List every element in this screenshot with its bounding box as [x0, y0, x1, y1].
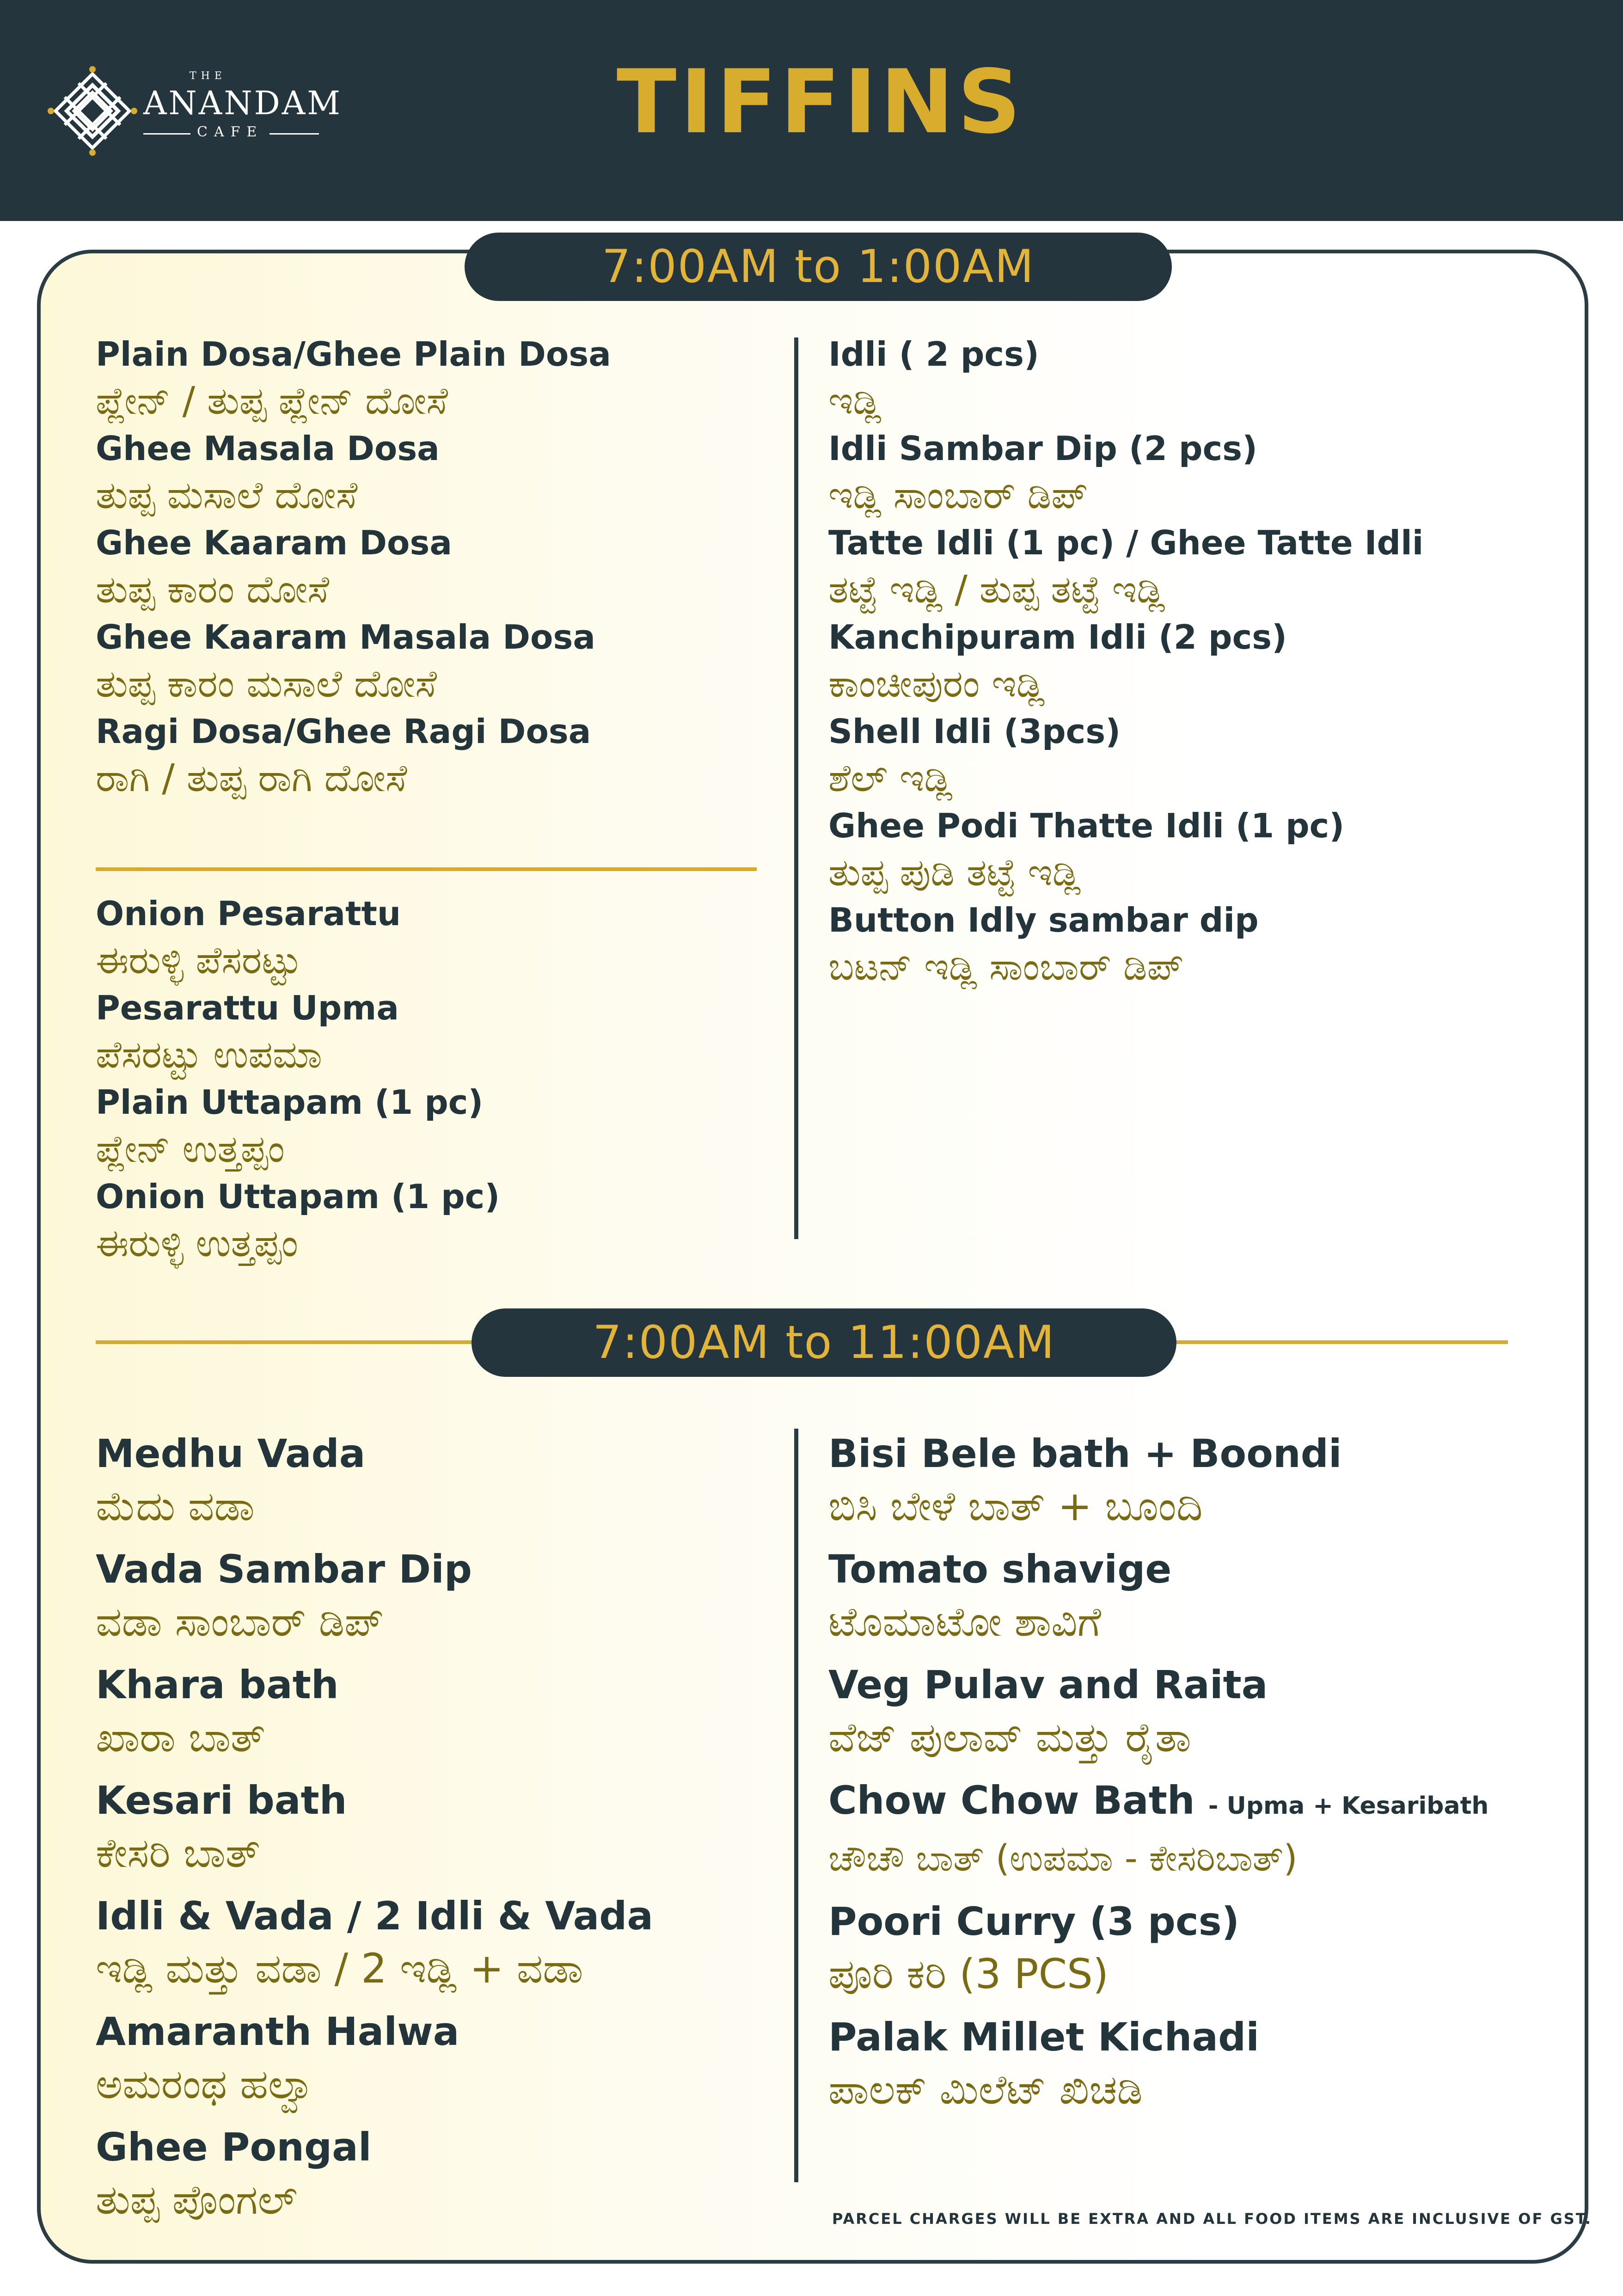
item-name-en: Ghee Pongal	[96, 2124, 372, 2170]
menu-item	[828, 333, 1423, 427]
item-name-kn: ತುಪ್ಪ ಮಸಾಲೆ ದೋಸೆ	[96, 473, 358, 517]
page-title: TIFFINS	[616, 51, 1025, 153]
item-name-en: Idli ( 2 pcs)	[828, 335, 1039, 374]
item-subtitle: - Upma + Kesaribath	[1208, 1792, 1489, 1820]
section2-right-column	[828, 1429, 1488, 2118]
item-name-en: Ghee Podi Thatte Idli (1 pc)	[828, 806, 1345, 845]
menu-item	[828, 522, 1423, 616]
menu-item	[96, 1660, 653, 1765]
menu-item	[96, 2007, 653, 2112]
menu-item	[96, 616, 611, 710]
item-name-en: Ghee Kaaram Dosa	[96, 523, 452, 562]
menu-item	[96, 892, 500, 987]
logo-the: THE	[190, 70, 227, 82]
item-name-kn: ವೆಜ್ ಪುಲಾವ್ ಮತ್ತು ರೈತಾ	[828, 1713, 1191, 1761]
menu-item	[828, 1775, 1488, 1886]
item-name-en: Plain Uttapam (1 pc)	[96, 1083, 484, 1122]
item-name-en: Onion Pesarattu	[96, 894, 401, 933]
item-name-kn: ಚೌಚೌ ಬಾತ್ (ಉಪಮಾ - ಕೇಸರಿಬಾತ್)	[828, 1838, 1298, 1879]
logo-cafe: CAFE	[190, 124, 269, 140]
menu-item	[828, 899, 1423, 993]
menu-item	[96, 710, 611, 804]
menu-item	[828, 1544, 1488, 1650]
item-name-kn: ಈರುಳ್ಳಿ ಉತ್ತಪ್ಪಂ	[96, 1222, 299, 1265]
footer-note: PARCEL CHARGES WILL BE EXTRA AND ALL FOOD ITEMS ARE INCLUSIVE OF GST.	[832, 2210, 1592, 2228]
item-name-en: Ghee Kaaram Masala Dosa	[96, 618, 595, 657]
item-name-en: Pesarattu Upma	[96, 988, 399, 1027]
item-name-kn: ಖಾರಾ ಬಾತ್	[96, 1713, 266, 1761]
item-name-kn: ತುಪ್ಪ ಪುಡಿ ತಟ್ಟೆ ಇಡ್ಲಿ	[828, 851, 1081, 895]
item-name-kn: ಶೆಲ್ ಇಡ್ಲಿ	[828, 756, 953, 800]
section1-left-group1	[96, 333, 611, 804]
menu-item	[96, 1775, 653, 1881]
item-name-en: Shell Idli (3pcs)	[828, 712, 1121, 751]
item-name-en: Tatte Idli (1 pc) / Ghee Tatte Idli	[828, 523, 1424, 562]
item-name-en	[828, 1775, 1488, 1831]
item-name-en: Amaranth Halwa	[96, 2009, 459, 2054]
menu-item	[96, 987, 500, 1081]
section1-left-group2	[96, 892, 500, 1270]
knot-emblem-icon	[46, 65, 139, 157]
menu-item	[96, 1175, 500, 1270]
item-name-kn: ಬಿಸಿ ಬೇಳೆ ಬಾತ್ + ಬೂಂದಿ	[828, 1482, 1203, 1530]
item-name-kn: ಪ್ಲೇನ್ / ತುಪ್ಪ ಪ್ಲೇನ್ ದೋಸೆ	[96, 379, 448, 423]
menu-item	[828, 710, 1423, 804]
item-name-en: Onion Uttapam (1 pc)	[96, 1177, 500, 1216]
item-name-kn: ಪ್ಲೇನ್ ಉತ್ತಪ್ಪಂ	[96, 1127, 285, 1171]
menu-item	[96, 427, 611, 522]
menu-item	[828, 1897, 1488, 2002]
item-name-kn: ಪೂರಿ ಕರಿ (3 PCS)	[828, 1950, 1109, 1998]
item-name-kn: ತುಪ್ಪ ಕಾರಂ ದೋಸೆ	[96, 568, 330, 612]
section2-time-pill: 7:00AM to 11:00AM	[472, 1308, 1176, 1377]
section1-right-column	[828, 333, 1423, 993]
menu-item	[96, 1544, 653, 1650]
item-name-en: Palak Millet Kichadi	[828, 2014, 1259, 2060]
logo-name: ANANDAM	[143, 84, 342, 122]
item-name-kn: ತುಪ್ಪ ಪೊಂಗಲ್	[96, 2176, 298, 2223]
menu-item	[828, 616, 1423, 710]
item-name-kn: ಕೇಸರಿ ಬಾತ್	[96, 1829, 260, 1877]
item-name-en: Ragi Dosa/Ghee Ragi Dosa	[96, 712, 591, 751]
item-name-kn: ಅಮರಂಥ ಹಲ್ವಾ	[96, 2060, 316, 2108]
item-name-kn: ಬಟನ್ ಇಡ್ಲಿ ಸಾಂಬಾರ್ ಡಿಪ್	[828, 945, 1184, 989]
menu-item	[828, 2012, 1488, 2118]
item-name-kn: ಪಾಲಕ್ ಮಿಲೆಟ್ ಖಿಚಡಿ	[828, 2066, 1143, 2113]
item-name-kn: ಮೆದು ವಡಾ	[96, 1482, 255, 1530]
item-name-kn: ರಾಗಿ / ತುಪ್ಪ ರಾಗಿ ದೋಸೆ	[96, 756, 407, 800]
item-name-kn: ಈರುಳ್ಳಿ ಪೆಸರಟ್ಟು	[96, 939, 301, 982]
menu-item	[828, 427, 1423, 522]
item-name-en: Tomato shavige	[828, 1547, 1172, 1592]
item-name-kn: ಕಾಂಚೀಪುರಂ ಇಡ್ಲಿ	[828, 662, 1045, 706]
item-name-en: Khara bath	[96, 1662, 339, 1707]
item-name-en: Idli & Vada / 2 Idli & Vada	[96, 1893, 654, 1939]
item-name-en: Plain Dosa/Ghee Plain Dosa	[96, 335, 611, 374]
item-name-en: Bisi Bele bath + Boondi	[828, 1431, 1342, 1476]
item-name-kn: ಇಡ್ಲಿ	[828, 379, 882, 423]
item-name-kn: ಇಡ್ಲಿ ಮತ್ತು ವಡಾ / 2 ಇಡ್ಲಿ + ವಡಾ	[96, 1945, 583, 1992]
item-name-kn: ಟೊಮಾಟೋ ಶಾವಿಗೆ	[828, 1598, 1101, 1645]
item-name-kn: ವಡಾ ಸಾಂಬಾರ್ ಡಿಪ್	[96, 1598, 384, 1645]
item-name-en: Vada Sambar Dip	[96, 1547, 472, 1592]
section1-column-divider	[794, 338, 798, 1239]
anandam-cafe-logo	[46, 60, 342, 162]
menu-item	[96, 1891, 653, 1996]
menu-item	[96, 2122, 653, 2228]
menu-item	[828, 1660, 1488, 1765]
header-bar	[0, 0, 1623, 221]
menu-item	[96, 522, 611, 616]
section2-left-column	[96, 1429, 653, 2228]
section1-time-pill: 7:00AM to 1:00AM	[465, 233, 1172, 301]
menu-item	[828, 1429, 1488, 1534]
section2-column-divider	[794, 1429, 798, 2182]
item-name-kn: ತಟ್ಟೆ ಇಡ್ಲಿ / ತುಪ್ಪ ತಟ್ಟೆ ಇಡ್ಲಿ	[828, 568, 1165, 612]
menu-item	[828, 804, 1423, 899]
item-name-en: Poori Curry (3 pcs)	[828, 1899, 1240, 1944]
section1-group-divider	[96, 867, 757, 871]
item-name-en: Button Idly sambar dip	[828, 901, 1259, 939]
menu-item	[96, 333, 611, 427]
item-name-kn: ತುಪ್ಪ ಕಾರಂ ಮಸಾಲೆ ದೋಸೆ	[96, 662, 437, 706]
item-name-en: Idli Sambar Dip (2 pcs)	[828, 429, 1258, 468]
menu-item	[96, 1429, 653, 1534]
item-name-kn: ಪೆಸರಟ್ಟು ಉಪಮಾ	[96, 1033, 322, 1077]
item-name-en: Veg Pulav and Raita	[828, 1662, 1268, 1707]
item-name-kn: ಇಡ್ಲಿ ಸಾಂಬಾರ್ ಡಿಪ್	[828, 473, 1088, 517]
item-name-en: Kesari bath	[96, 1778, 347, 1823]
item-name-en-main: Chow Chow Bath	[828, 1778, 1195, 1823]
item-name-en: Ghee Masala Dosa	[96, 429, 440, 468]
item-name-en: Medhu Vada	[96, 1431, 366, 1476]
item-name-en: Kanchipuram Idli (2 pcs)	[828, 618, 1287, 657]
menu-item	[96, 1081, 500, 1175]
